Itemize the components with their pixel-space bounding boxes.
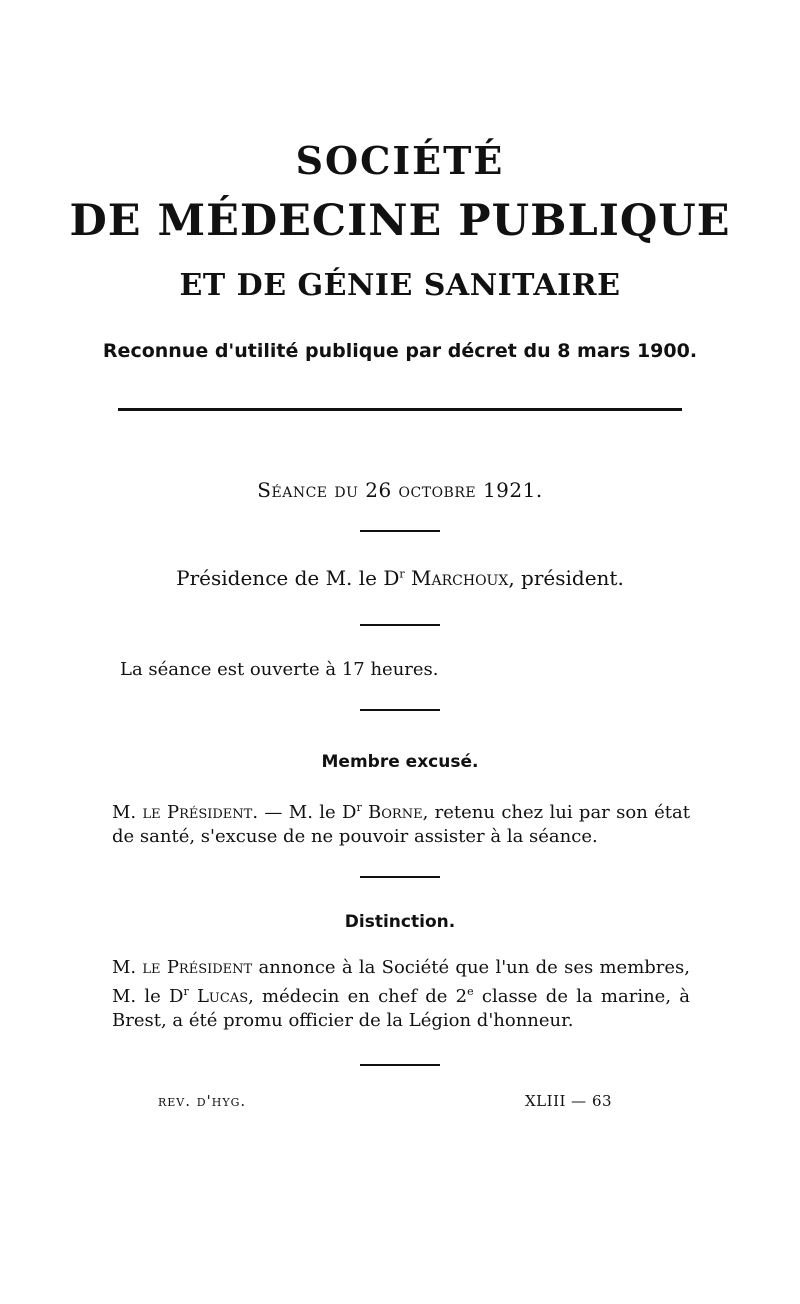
society-title-line3: ET DE GÉNIE SANITAIRE — [179, 268, 621, 303]
session-title: Séance du 26 octobre 1921. — [257, 478, 543, 502]
presidency-suffix: , président. — [508, 566, 624, 590]
paragraph-membre-excuse — [112, 796, 690, 849]
footer-page-number: XLIII — 63 — [525, 1092, 613, 1110]
member-name-borne: Borne — [368, 802, 423, 823]
society-title-line1: SOCIÉTÉ — [295, 138, 505, 183]
p2-text-a: annonce à la Société que l'un de ses membres, M. le D — [112, 957, 691, 1007]
divider-2 — [360, 624, 440, 626]
divider-3 — [360, 709, 440, 711]
header-divider — [118, 408, 682, 411]
speaker-label: M. le Président — [112, 957, 253, 978]
speaker-label: M. le Président. — [112, 802, 259, 823]
p2-sup-a: r — [183, 985, 189, 998]
session-opened-text: La séance est ouverte à 17 heures. — [120, 659, 439, 680]
decree-statement: Reconnue d'utilité publique par décret du 8 mars 1900. — [102, 340, 698, 362]
p2-text-c: classe de la marine, à Brest, a été promu officier de la Légion d'honneur. — [112, 986, 690, 1031]
section-heading-membre-excuse: Membre excusé. — [321, 752, 479, 772]
p2-text-b: , médecin en chef de 2 — [248, 986, 468, 1007]
presidency-line — [0, 566, 800, 590]
society-title-line2: DE MÉDECINE PUBLIQUE — [69, 196, 731, 246]
divider-1 — [360, 530, 440, 532]
member-name-lucas: Lucas — [196, 986, 249, 1007]
footer-journal-ref: rev. d'hyg. — [158, 1092, 247, 1110]
president-name: Marchoux — [411, 566, 509, 590]
divider-4 — [360, 876, 440, 878]
p1-text-pre: — M. le D — [258, 802, 357, 823]
p1-sup: r — [356, 801, 362, 814]
divider-5 — [360, 1064, 440, 1066]
paragraph-distinction — [112, 956, 690, 1033]
presidency-sup: r — [399, 567, 405, 581]
p1-text-post: , retenu chez lui par son état de santé, s'excuse de ne pouvoir assister à la séance. — [112, 802, 690, 847]
p2-sup-b: e — [467, 985, 474, 998]
presidency-prefix: Présidence de M. le D — [176, 566, 400, 590]
section-heading-distinction: Distinction. — [344, 912, 456, 932]
